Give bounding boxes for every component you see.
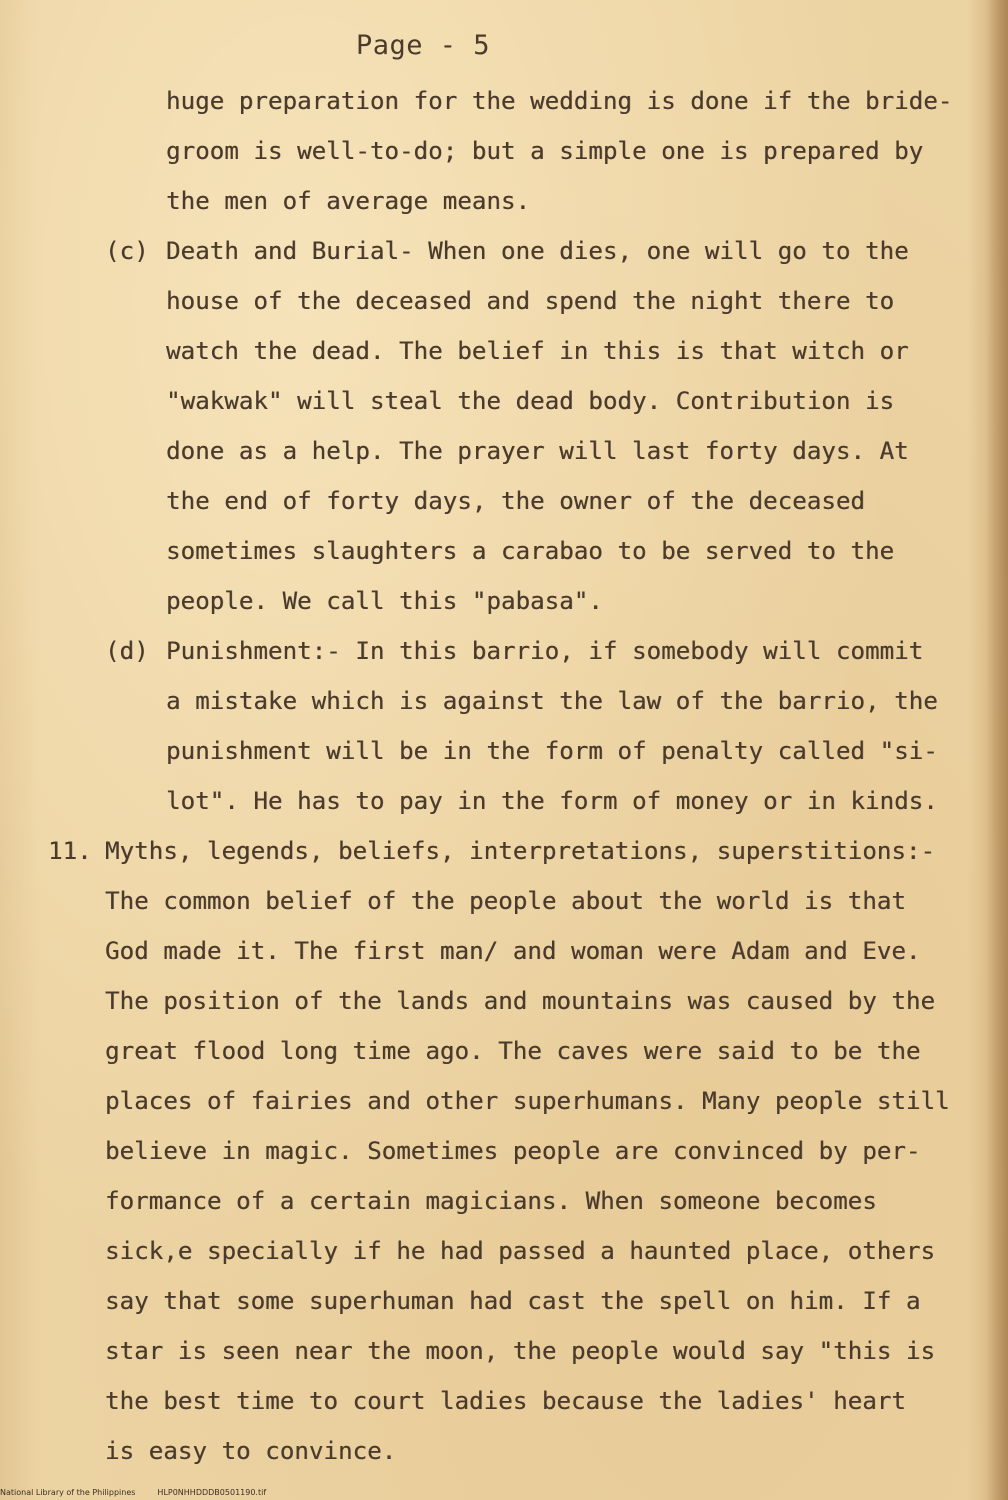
text-line: Death and Burial- When one dies, one will go to the: [166, 237, 909, 265]
text-line: Punishment:- In this barrio, if somebody will commit: [166, 637, 924, 665]
text-line: lot". He has to pay in the form of money or in kinds.: [166, 787, 938, 815]
text-line: is easy to convince.: [105, 1437, 397, 1465]
item-marker-11: 11.: [48, 837, 92, 865]
text-line: God made it. The first man/ and woman were Adam and Eve.: [105, 937, 921, 965]
text-line: people. We call this "pabasa".: [166, 587, 603, 615]
item-marker-d: (d): [105, 637, 149, 665]
text-line: groom is well-to-do; but a simple one is prepared by: [166, 137, 924, 165]
page-number-header: Page - 5: [356, 30, 491, 61]
text-line: punishment will be in the form of penalty called "si-: [166, 737, 938, 765]
text-line: formance of a certain magicians. When someone becomes: [105, 1187, 877, 1215]
text-line: say that some superhuman had cast the spell on him. If a: [105, 1287, 921, 1315]
text-line: sick,e specially if he had passed a haunted place, others: [105, 1237, 936, 1265]
text-line: watch the dead. The belief in this is that witch or: [166, 337, 909, 365]
text-line: the men of average means.: [166, 187, 531, 215]
text-line: sometimes slaughters a carabao to be served to the: [166, 537, 895, 565]
item-marker-c: (c): [105, 237, 149, 265]
text-line: star is seen near the moon, the people would say "this is: [105, 1337, 936, 1365]
text-line: believe in magic. Sometimes people are convinced by per-: [105, 1137, 921, 1165]
text-line: "wakwak" will steal the dead body. Contribution is: [166, 387, 895, 415]
text-line: the end of forty days, the owner of the deceased: [166, 487, 865, 515]
text-line: great flood long time ago. The caves were said to be the: [105, 1037, 921, 1065]
text-line: done as a help. The prayer will last forty days. At: [166, 437, 909, 465]
text-line: The common belief of the people about the world is that: [105, 887, 906, 915]
page-edge-shadow: [986, 0, 1008, 1500]
text-line: Myths, legends, beliefs, interpretations, superstitions:-: [105, 837, 936, 865]
scan-footer: [0, 1488, 288, 1497]
text-line: a mistake which is against the law of the barrio, the: [166, 687, 938, 715]
text-line: places of fairies and other superhumans. Many people still: [105, 1087, 950, 1115]
footer-file-id: HLP0NHHDDDB0501190.tif: [157, 1488, 267, 1497]
footer-library: National Library of the Philippines: [0, 1488, 136, 1497]
text-line: The position of the lands and mountains was caused by the: [105, 987, 936, 1015]
text-line: the best time to court ladies because the ladies' heart: [105, 1387, 906, 1415]
text-line: huge preparation for the wedding is done if the bride-: [166, 87, 953, 115]
text-line: house of the deceased and spend the night there to: [166, 287, 895, 315]
